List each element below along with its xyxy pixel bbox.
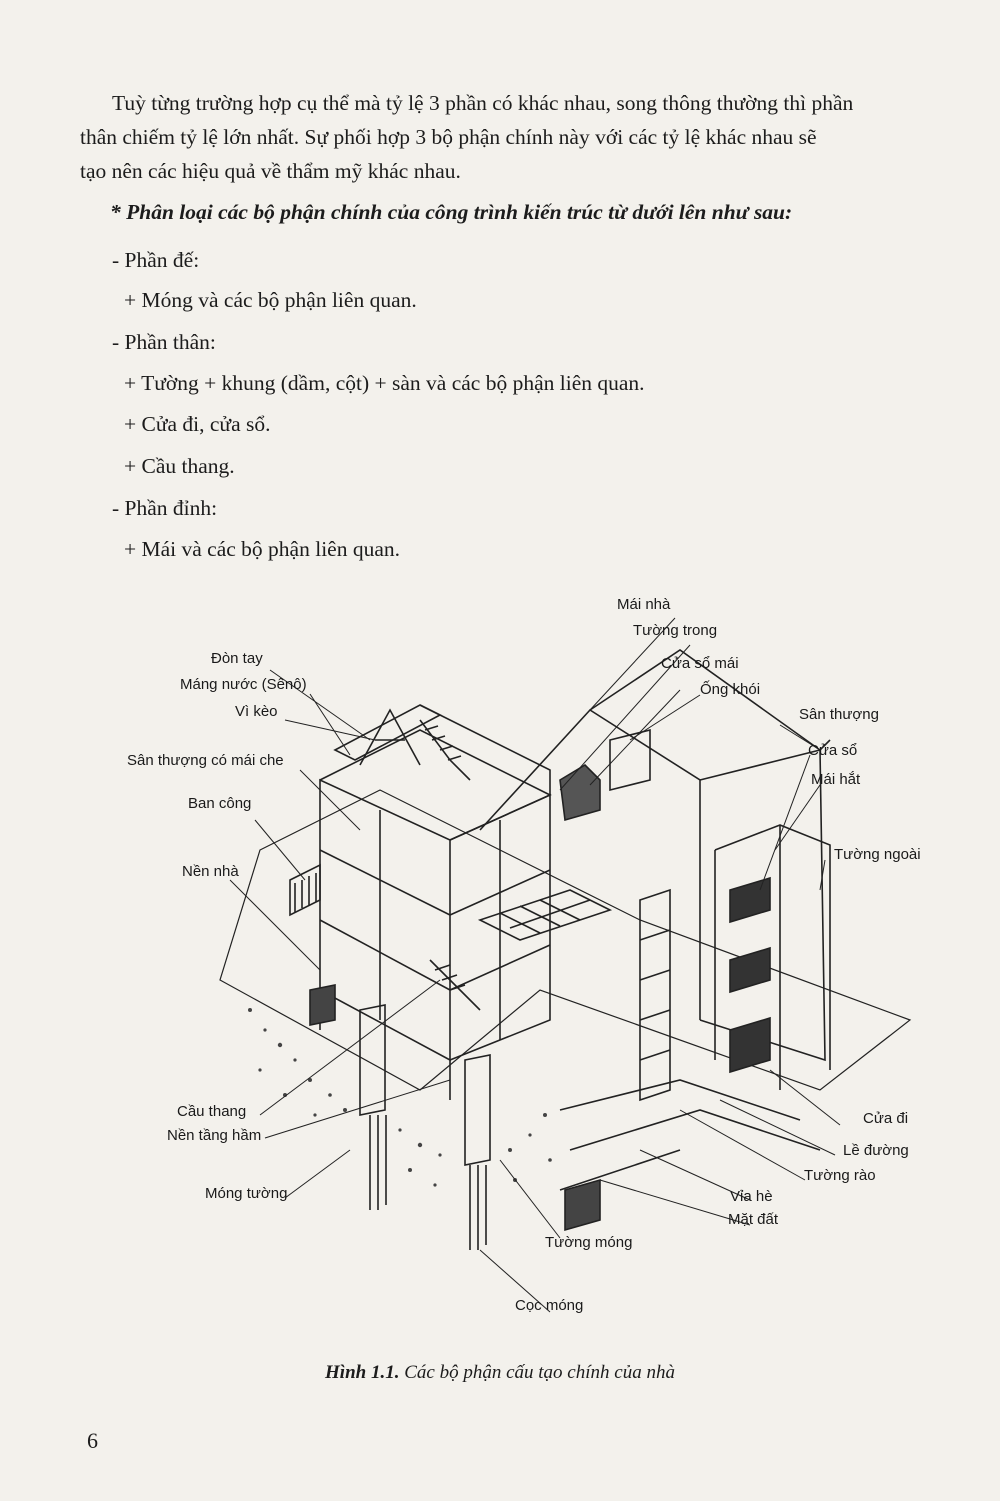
label-cau-thang: Cầu thang — [177, 1103, 247, 1120]
label-mang-nuoc: Máng nước (Sênô) — [180, 676, 307, 693]
label-cua-so-mai: Cửa sổ mái — [661, 655, 739, 672]
list-item: + Móng và các bộ phận liên quan. — [124, 288, 417, 312]
label-mai-nha: Mái nhà — [617, 596, 671, 613]
list-item: - Phần đế: — [112, 248, 200, 272]
label-ong-khoi: Ống khói — [700, 681, 761, 698]
label-nen-tang-ham: Nền tầng hầm — [167, 1127, 262, 1144]
paragraph-line: tạo nên các hiệu quả về thẩm mỹ khác nhau. — [80, 159, 461, 183]
label-tuong-rao: Tường rào — [804, 1167, 876, 1184]
label-coc-mong: Cọc móng — [515, 1297, 584, 1314]
label-tuong-ngoai: Tường ngoài — [834, 846, 921, 863]
section-heading: * Phân loại các bộ phận chính của công trình kiến trúc từ dưới lên như sau: — [110, 200, 793, 224]
label-mong-tuong: Móng tường — [205, 1185, 288, 1202]
label-san-thuong-co-mai-che: Sân thượng có mái che — [127, 752, 284, 769]
list-item: + Cầu thang. — [124, 454, 235, 478]
label-ban-cong: Ban công — [188, 795, 252, 812]
label-san-thuong: Sân thượng — [799, 706, 879, 723]
label-vi-keo: Vì kèo — [235, 703, 278, 720]
list-item: + Tường + khung (dầm, cột) + sàn và các bộ phận liên quan. — [124, 371, 645, 395]
label-tuong-trong: Tường trong — [633, 622, 718, 639]
label-don-tay: Đòn tay — [211, 650, 263, 667]
intro-paragraph — [80, 86, 970, 188]
label-via-he: Vỉa hè — [730, 1188, 773, 1205]
page-number: 6 — [87, 1428, 98, 1453]
label-mai-hat: Mái hắt — [811, 771, 861, 788]
paragraph-line: thân chiếm tỷ lệ lớn nhất. Sự phối hợp 3 bộ phận chính này với các tỷ lệ khác nhau sẽ — [80, 125, 817, 149]
list-item: - Phần thân: — [112, 330, 216, 354]
label-cua-so: Cửa sổ — [808, 742, 858, 759]
figure-caption-text: Các bộ phận cấu tạo chính của nhà — [399, 1362, 675, 1383]
figure-number: Hình 1.1. — [325, 1362, 400, 1383]
label-cua-di: Cửa đi — [863, 1110, 909, 1127]
label-mat-dat: Mặt đất — [728, 1211, 779, 1228]
paragraph-line: Tuỳ từng trường hợp cụ thể mà tỷ lệ 3 phần có khác nhau, song thông thường thì phần — [112, 91, 854, 115]
list-item: + Cửa đi, cửa sổ. — [124, 412, 271, 436]
figure-caption — [0, 1362, 1000, 1384]
list-item: - Phần đỉnh: — [112, 496, 218, 520]
label-nen-nha: Nền nhà — [182, 863, 239, 880]
label-le-duong: Lề đường — [843, 1142, 909, 1159]
list-item: + Mái và các bộ phận liên quan. — [124, 537, 401, 561]
label-tuong-mong: Tường móng — [545, 1234, 633, 1251]
